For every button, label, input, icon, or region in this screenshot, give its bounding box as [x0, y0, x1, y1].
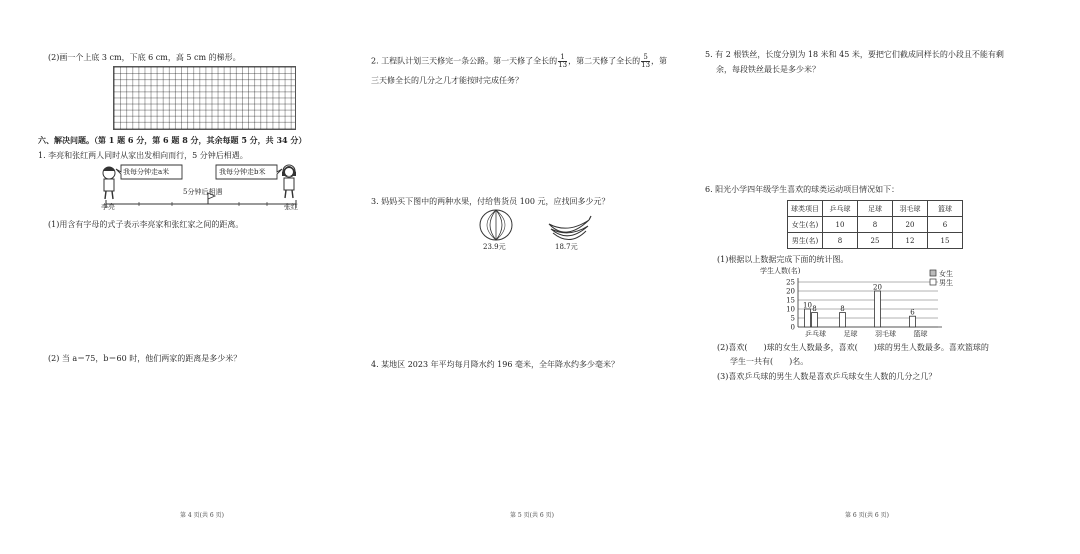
- fraction-1-13: $\frac{1}{13}$: [558, 53, 568, 69]
- price-banana: 18.7元: [555, 243, 578, 251]
- table-cell: 8: [823, 233, 858, 249]
- question-1-2: (2) 当 a＝75，b＝60 时，他们两家的距离是多少米？: [48, 354, 242, 363]
- bubble-left-text: 我每分钟走a米: [123, 168, 170, 176]
- x-tick-label: 羽毛球: [875, 330, 896, 338]
- table-cell: 25: [858, 233, 893, 249]
- page-footer-4: 第 4 页(共 6 页): [180, 512, 224, 519]
- question-5-line2: 余，每段铁丝最长是多少米？: [716, 65, 820, 74]
- table-cell: 女生(名): [788, 217, 823, 233]
- x-tick-label: 篮球: [913, 330, 928, 338]
- question-6: 6. 阳光小学四年级学生喜欢的球类运动项目情况如下：: [705, 185, 900, 194]
- table-header-cell: 乒乓球: [823, 201, 858, 217]
- section-title: 六、解决问题。（第 1 题 6 分，第 6 题 8 分，其余每题 5 分，共 34 分）: [38, 135, 307, 145]
- name-zhang-hong: 张红: [284, 203, 298, 211]
- x-tick-label: 乒乓球: [805, 330, 826, 338]
- legend-label: 女生: [939, 270, 953, 278]
- question-3: 3. 妈妈买下图中的两种水果，付给售货员 100 元，应找回多少元？: [371, 197, 610, 206]
- banana-icon: [546, 214, 592, 242]
- bar-girls: [805, 309, 811, 327]
- table-header-cell: 球类项目: [788, 201, 823, 217]
- table-row: [788, 233, 963, 249]
- table-cell: 20: [893, 217, 928, 233]
- name-li-liang: 李亮: [101, 203, 115, 211]
- table-header-cell: 篮球: [928, 201, 963, 217]
- question-1-1: (1)用含有字母的式子表示李亮家和张红家之间的距离。: [48, 220, 244, 229]
- question-2-line2: 三天修全长的几分之几才能按时完成任务？: [371, 76, 523, 85]
- bar-boys: [812, 313, 818, 327]
- fraction-5-13: $\frac{5}{13}$: [641, 53, 651, 69]
- drawing-grid[interactable]: [113, 66, 296, 130]
- legend-label: 男生: [939, 279, 953, 287]
- y-tick-label: 20: [786, 287, 795, 296]
- legend-swatch: [930, 270, 936, 276]
- table-cell: 12: [893, 233, 928, 249]
- bar-girls: [910, 316, 916, 327]
- y-tick-label: 10: [786, 305, 795, 314]
- stats-table: [787, 200, 963, 249]
- table-row: [788, 217, 963, 233]
- y-tick-label: 0: [790, 323, 795, 332]
- table-cell: 15: [928, 233, 963, 249]
- girl-icon: [282, 165, 296, 198]
- question-2-line1: 2. 工程队计划三天修完一条公路。第一天修了全长的 $\frac{1}{13}$ ，第二天修了全长的 $\frac{5}{13}$ ，第: [371, 53, 668, 69]
- bar-girls: [840, 313, 846, 327]
- y-axis-label: 学生人数(名): [760, 267, 801, 275]
- bubble-right-text: 我每分钟走b米: [219, 168, 266, 176]
- bar-value-label: 6: [910, 308, 915, 317]
- question-4: 4. 某地区 2023 年平均每月降水约 196 毫米，全年降水约多少毫米？: [371, 360, 619, 369]
- watermelon-icon: [476, 208, 516, 242]
- table-cell: 8: [858, 217, 893, 233]
- x-tick-label: 足球: [843, 330, 858, 338]
- meet-label: 5分钟后相遇: [183, 188, 223, 196]
- bar-value-label: 20: [873, 283, 882, 292]
- question-6-3: (3)喜欢乒乓球的男生人数是喜欢乒乓球女生人数的几分之几？: [717, 372, 937, 381]
- boy-icon: [103, 167, 115, 199]
- draw-trapezoid-question: (2)画一个上底 3 cm，下底 6 cm，高 5 cm 的梯形。: [48, 53, 241, 62]
- bar-value-label: 8: [840, 305, 845, 314]
- table-header-cell: 羽毛球: [893, 201, 928, 217]
- bar-value-label: 8: [812, 305, 817, 314]
- page-footer-5: 第 5 页(共 6 页): [510, 512, 554, 519]
- question-6-2-line2: 学生一共有( )名。: [730, 357, 809, 366]
- question-6-2-line1: (2)喜欢( )球的女生人数最多，喜欢( )球的男生人数最多。喜欢篮球的: [717, 343, 989, 352]
- question-5-line1: 5. 有 2 根铁丝，长度分别为 18 米和 45 米，要把它们截成同样长的小段且不能有剩: [705, 50, 1004, 59]
- bar-value-label: 10: [803, 301, 812, 310]
- question-6-1: (1)根据以上数据完成下面的统计图。: [717, 255, 849, 264]
- table-cell: 6: [928, 217, 963, 233]
- legend-swatch: [930, 279, 936, 285]
- table-cell: 男生(名): [788, 233, 823, 249]
- bar-girls: [875, 291, 881, 327]
- table-header-cell: 足球: [858, 201, 893, 217]
- y-tick-label: 5: [790, 314, 795, 323]
- table-cell: 10: [823, 217, 858, 233]
- page-footer-6: 第 6 页(共 6 页): [845, 512, 889, 519]
- y-tick-label: 15: [786, 296, 795, 305]
- bar-chart: [760, 265, 970, 340]
- question-1: 1. 李亮和张红两人同时从家出发相向而行，5 分钟后相遇。: [38, 151, 248, 160]
- price-watermelon: 23.9元: [483, 243, 506, 251]
- y-tick-label: 25: [786, 278, 795, 287]
- table-header-row: [788, 201, 963, 217]
